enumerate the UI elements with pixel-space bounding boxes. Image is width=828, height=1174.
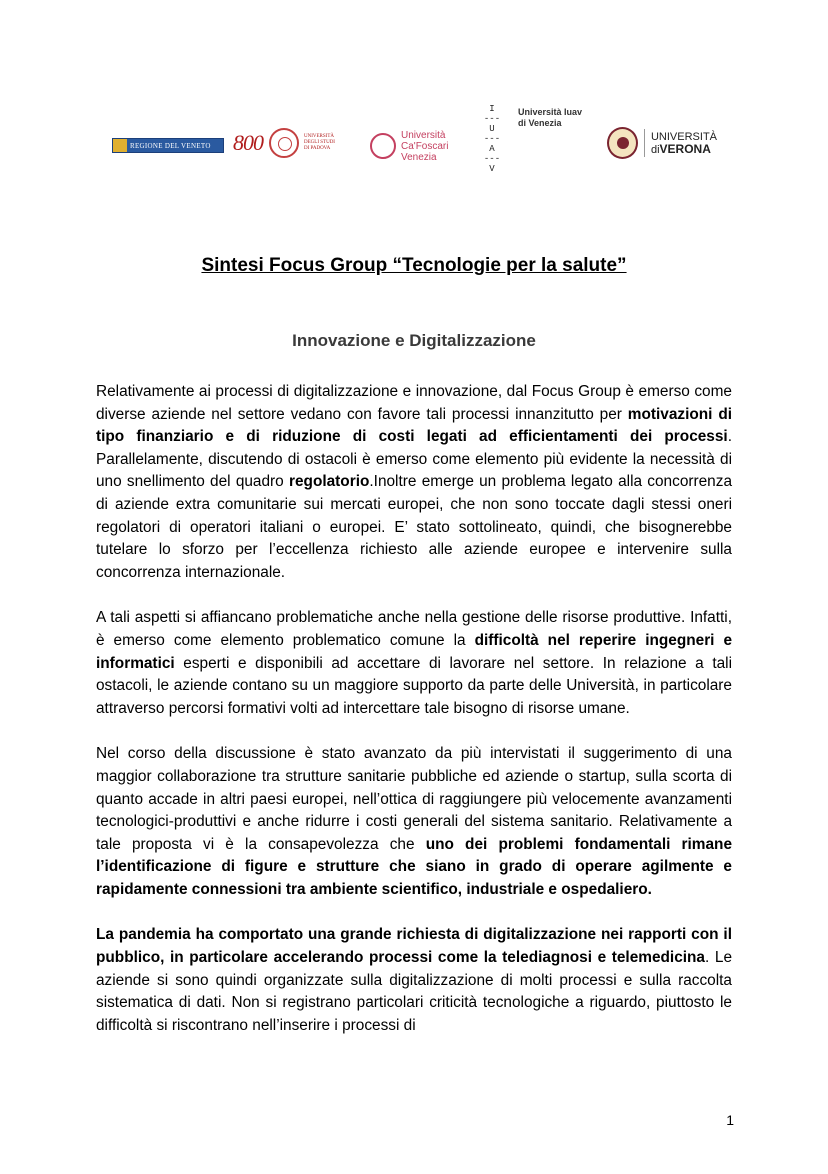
body-paragraph [96,924,732,1037]
text-run: . Parallelamente, discutendo di ostacoli è emerso come elemento più evidente la necessità di uno snellimento del quadro [96,428,732,491]
text-run: A tali aspetti si affiancano problematiche anche nella gestione delle risorse produttive. Infatti, è emerso come elemento problematico comune la [96,609,732,649]
verona-line: di [650,143,660,156]
regione-emblem-icon [113,139,127,152]
text-run: Relativamente ai processi di digitalizzazione e innovazione, dal Focus Group è emerso come diverse aziende nel settore vedano con favore tali processi innanzitutto per [96,383,732,423]
iuav-logo [480,104,583,190]
document-title: Sintesi Focus Group “Tecnologie per la salute” [201,255,627,276]
body-paragraph [96,607,732,720]
text-run: . Le aziende si sono quindi organizzate sulla digitalizzazione di molti processi e sulla raccolta sistematica di dati. Non si registrano particolari criticità tecnologiche a riguardo, piuttosto le difficoltà si riscontrano nell’inserire i processi di [96,949,733,1034]
cafoscari-line: Ca'Foscari [401,140,449,152]
text-run: esperti e disponibili ad accettare di lavorare nel settore. In relazione a tali ostacoli, le aziende contano su un maggiore supporto da parte delle Università, in particolare attraverso percorsi formativi volti ad intercettare tale bisogno di risorse umane. [96,654,732,717]
cafoscari-seal-icon [370,133,396,159]
regione-logo-text: REGIONE DEL VENETO [130,141,211,150]
iuav-letter: V [489,164,495,174]
logo-strip [0,100,828,190]
body-paragraph [96,743,732,901]
bold-text-run: La pandemia ha comportato una grande richiesta di digitalizzazione nei rapporti con il pubblico, in particolare accelerando processi come la telediagnosi e telemedicina [96,926,732,967]
iuav-letter: U [489,124,495,134]
padova-seal-icon [269,128,299,158]
cafoscari-logo [370,130,460,162]
verona-logo [607,126,717,160]
cafoscari-logo-text [401,130,448,163]
padova-800-text: 800 [233,130,263,155]
page-number: 1 [726,1112,734,1128]
verona-line: VERONA [659,141,711,156]
verona-line-row [651,143,717,156]
iuav-divider: --- [483,114,501,124]
bold-text-run: regolatorio [289,473,370,491]
body-paragraph [96,381,732,584]
iuav-letter: I [489,104,495,114]
cafoscari-line: Venezia [401,151,437,163]
iuav-divider: --- [483,134,501,144]
bold-text-run: difficoltà nel reperire ingegneri e informatici [96,631,733,672]
verona-line: UNIVERSITÀ [650,130,717,143]
padova-line: DI PADOVA [304,146,331,151]
padova-line: UNIVERSITÀ [304,134,334,139]
verona-divider [644,129,645,157]
padova-logo-text [304,134,336,152]
bold-text-run: uno dei problemi fondamentali rimane l’identificazione di figure e strutture che siano in grado di operare agilmente e rapidamente connessioni tra ambiente scientifico, industriale e ospedaliero. [96,835,733,898]
iuav-logo-text [518,107,582,129]
iuav-divider: --- [483,154,501,164]
iuav-line: Università Iuav [518,107,583,117]
verona-seal-icon [607,127,638,159]
text-run: Nel corso della discussione è stato avanzato da più intervistati il suggerimento di una maggior collaborazione tra strutture sanitarie pubbliche ed aziende o startup, sulla scorta di quanto accade in altri paesi europei, nell’ottica di raggiungere più velocemente avanzamenti tecnologici-produttivi e anche ridurre i costi generali del sistema sanitario. Relativamente a tale proposta vi è la consapevolezza che [96,745,732,853]
cafoscari-line: Università [401,129,446,141]
bold-text-run: motivazioni di tipo finanziario e di riduzione di costi legati ad efficientamenti dei processi [96,405,733,446]
iuav-letters [480,104,504,174]
regione-veneto-logo [112,138,224,153]
iuav-line: di Venezia [518,118,562,128]
text-run: .Inoltre emerge un problema legato alla concorrenza di aziende extra comunitarie sui mercati europei, che non sono toccate dagli stessi oneri regolatori di operatori italiani o europei. E’ stato sottolineato, quindi, che bisognerebbe tutelare lo sforzo per l’eccellenza richiesto alle aziende europee e intervenire sulla concorrenza internazionale. [96,473,732,581]
iuav-letter: A [489,144,495,154]
verona-logo-text [651,131,717,156]
document-body [96,381,732,1060]
section-title: Innovazione e Digitalizzazione [292,331,536,350]
padova-logo [233,126,348,160]
padova-line: DEGLI STUDI [304,140,335,145]
